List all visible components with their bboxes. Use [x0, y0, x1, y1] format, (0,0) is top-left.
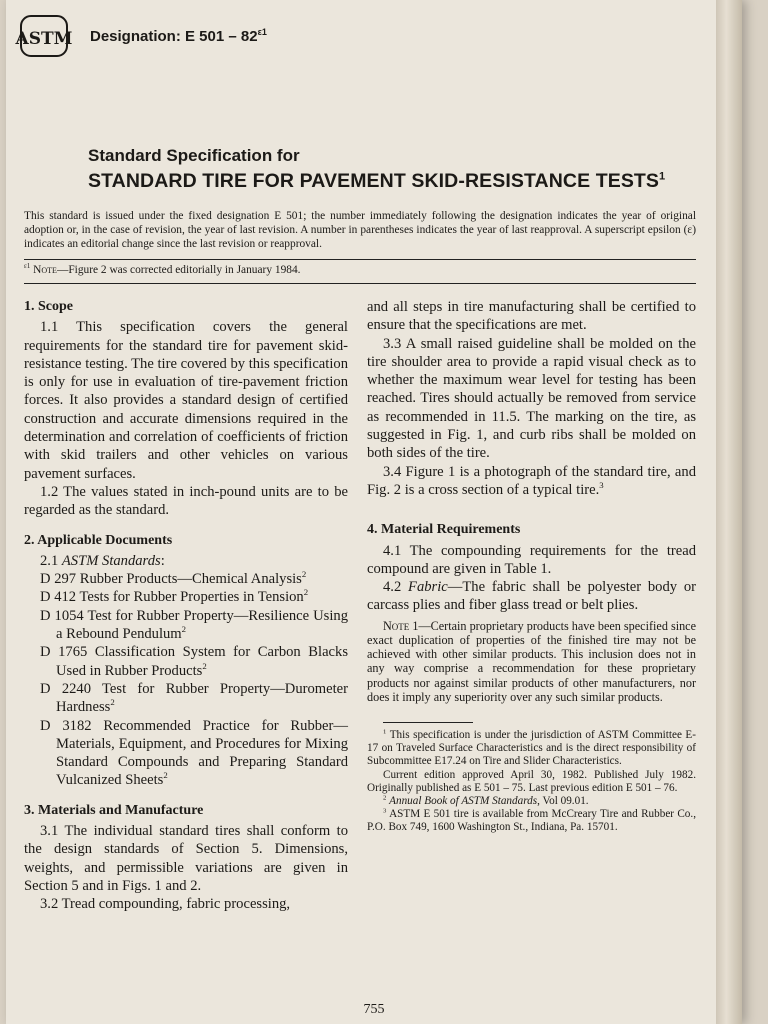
note-text: —Certain proprietary products have been specified since exact duplication of properties of the finished tire may not be achieved with other similar products. This inclusion does not in any way comprise a recommendation for these proprietary products nor against similar products of other manufacturers, nor does it imply any superiority over any such similar products.: [367, 618, 697, 704]
page-edge: [716, 0, 742, 1024]
ref-text: D 2240 Test for Rubber Property—Durometer Hardness: [40, 680, 348, 716]
title-main: STANDARD TIRE FOR PAVEMENT SKID-RESISTANCE TESTS: [88, 170, 660, 192]
footnote: [367, 729, 696, 769]
paragraph: [24, 552, 348, 570]
para-num: 4.2: [383, 579, 409, 596]
edit-note-label: Note: [33, 264, 57, 276]
footnote: [367, 808, 696, 834]
footnote-sup: 2: [383, 794, 387, 802]
footnote-text: ASTM E 501 tire is available from McCreary Tire and Rubber Co., P.O. Box 749, 1600 Washington St., Indiana, Pa. 15701.: [367, 808, 696, 834]
ref-sup: 2: [303, 587, 309, 598]
reference-item: [24, 717, 348, 790]
footnote-italic: Annual Book of ASTM Standards: [389, 794, 538, 807]
edit-note-text: —Figure 2 was corrected editorially in January 1984.: [56, 264, 301, 276]
reference-item: [24, 607, 348, 644]
para-italic: ASTM Standards: [61, 552, 161, 569]
para-num: 2.1: [40, 552, 62, 569]
reference-item: [24, 588, 348, 606]
editorial-note: [24, 264, 301, 276]
divider: [24, 283, 696, 284]
paragraph: 4.1 The compounding requirements for the tread compound are given in Table 1.: [367, 542, 696, 577]
paragraph: [367, 578, 696, 615]
reference-item: [24, 643, 348, 680]
footnote-text: This specification is under the jurisdiction of ASTM Committee E-17 on Traveled Surface Characteristics and is the direct responsibility of Subcommittee E17.24 on Tire and Slider Characteristics.: [367, 728, 696, 768]
paragraph: [367, 463, 696, 500]
para-sup: 3: [599, 480, 604, 491]
footnote-sup: 1: [383, 728, 387, 736]
ref-text: D 297 Rubber Products—Chemical Analysis: [40, 571, 302, 588]
left-column: [24, 298, 348, 914]
divider: [24, 259, 696, 260]
note-label: Note 1: [383, 618, 419, 633]
para-italic: Fabric: [408, 579, 448, 596]
astm-logo-icon: [15, 14, 73, 58]
section-heading: 3. Materials and Manufacture: [24, 802, 204, 818]
intro-note: This standard is issued under the fixed designation E 501; the number immediately following the designation indicates the year of original adoption or, in the case of revision, the year of last revision. A number in parentheses indicates the year of last reapproval. A superscript epsilon (ε) indicates an editorial change since the last revision or reapproval.: [24, 210, 696, 250]
reference-item: [24, 570, 348, 588]
para-text: 3.4 Figure 1 is a photograph of the standard tire, and Fig. 2 is a cross section of a typical tire.: [367, 463, 696, 498]
designation-sup: ε1: [257, 26, 267, 37]
title-sup: 1: [659, 170, 666, 183]
document-page: [6, 0, 742, 1024]
footnote: [367, 795, 696, 808]
ref-text: D 412 Tests for Rubber Properties in Tension: [40, 589, 304, 606]
paragraph: and all steps in tire manufacturing shall be certified to ensure that the specifications are met.: [367, 299, 696, 334]
section-heading: 1. Scope: [24, 299, 73, 314]
footnote-sup: 3: [383, 807, 387, 815]
footnote: Current edition approved April 30, 1982. Published July 1982. Originally published as E 501 – 75. Last previous edition E 501 – 76.: [367, 768, 696, 794]
paragraph: 1.1 This specification covers the general requirements for the standard tire for pavement skid-resistance testing. The tire covered by this specification is only for use in evaluation of tire-pavement friction forces. It also provides a standard design of certified construction and accurate dimensions required in the determination and correlation of coefficients of friction with skid trailers and other vehicles on various pavement surfaces.: [24, 319, 348, 482]
paragraph: 3.3 A small raised guideline shall be molded on the tire shoulder area to provide a rapid visual check as to whether the maximum wear level for testing has been reached. Tires should actually be removed from service as recommended in 11.5. The marking on the tire, as suggested in Fig. 1, and curb ribs shall be molded on both sides of the tire.: [367, 335, 696, 462]
logo-text: ASTM: [15, 29, 73, 49]
section-heading: 2. Applicable Documents: [24, 532, 173, 548]
footnote-text: , Vol 09.01.: [537, 794, 589, 807]
page-number: 755: [363, 1002, 385, 1017]
right-column: [367, 298, 696, 835]
paragraph: 3.1 The individual standard tires shall conform to the design standards of Section 5. Dimensions, weights, and permissible variations are given in Section 5 and in Figs. 1 and 2.: [24, 823, 348, 894]
footnote-divider: [383, 722, 473, 723]
title-line-2: [88, 170, 708, 193]
note-paragraph: [367, 619, 696, 704]
ref-sup: 2: [110, 697, 115, 708]
ref-sup: 2: [163, 770, 168, 781]
paragraph: 3.2 Tread compounding, fabric processing,: [40, 896, 291, 913]
para-colon: :: [160, 552, 165, 569]
ref-sup: 2: [181, 624, 187, 635]
designation-text: Designation: E 501 – 82: [90, 27, 258, 45]
ref-sup: 2: [202, 660, 207, 671]
paragraph: 1.2 The values stated in inch-pound units are to be regarded as the standard.: [24, 483, 348, 519]
section-heading: 4. Material Requirements: [367, 522, 521, 538]
designation: [90, 28, 267, 45]
para-text: —The fabric shall be polyester body or carcass plies and fiber glass tread or belt plies.: [367, 579, 697, 614]
title-line-1: Standard Specification for: [88, 146, 300, 165]
ref-text: D 1054 Test for Rubber Property—Resilience Using a Rebound Pendulum: [40, 607, 348, 643]
header: [15, 14, 267, 58]
ref-text: D 1765 Classification System for Carbon Blacks Used in Rubber Products: [40, 644, 348, 679]
ref-text: D 3182 Recommended Practice for Rubber—Materials, Equipment, and Procedures for Mixing Standard Compounds and Preparing Standard Vulcanized Sheets: [40, 717, 348, 789]
edit-note-sup: ε1: [24, 263, 31, 271]
reference-item: [24, 680, 348, 717]
ref-sup: 2: [301, 569, 307, 580]
